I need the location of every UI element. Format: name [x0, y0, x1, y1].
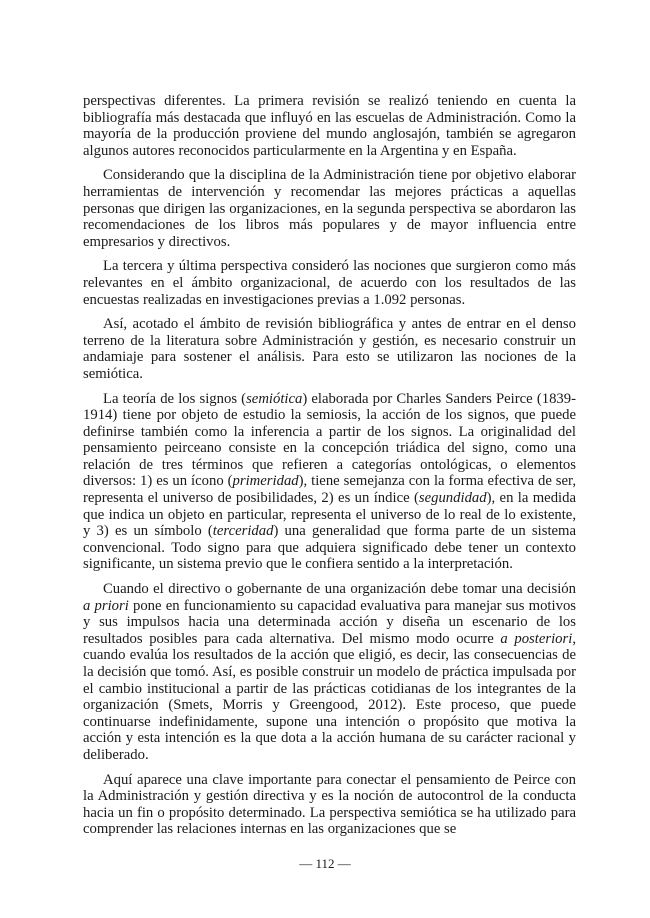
paragraph-text: La teoría de los signos ( [103, 390, 247, 407]
paragraph-text: , cuando evalúa los resultados de la acción que eligió, es decir, las consecuencias de la decisión que tomó. Así, es posible construir un modelo de práctica impulsada por el cambio institucional a partir de las prácticas cotidianas de los integrantes de la organización (Smets, Morris y Greengood, 2012). Este proceso, que puede continuarse indefinidamente, supone una intención o propósito que motiva la acción y esta intención es la que dota a la acción humana de su carácter racional y deliberado. [83, 630, 576, 763]
paragraph-2 [83, 167, 576, 250]
paragraph-text: Aquí aparece una clave importante para conectar el pensamiento de Peirce con la Administración y gestión directiva y es la noción de autocontrol de la conducta hacia un fin o propósito determinado. La perspectiva semiótica se ha utilizado para comprender las relaciones internas en las organizaciones que se [83, 771, 576, 838]
paragraph-text: ) elaborada por Charles Sanders Peirce (1839-1914) tiene por objeto de estudio la semiosis, la acción de los signos, que puede definirse también como la inferencia a partir de los signos. La originalidad del pensamiento peirceano consiste en la concepción triádica del signo, como una relación de tres términos que refieren a categorías ontológicas, o elementos diversos: 1) es un ícono ( [83, 390, 576, 490]
paragraph-text: ), tiene semejanza con la forma efectiva de ser, representa el universo de posibilidades, 2) es un índice ( [83, 473, 577, 507]
paragraph-7 [83, 772, 576, 838]
paragraph-text: Considerando que la disciplina de la Administración tiene por objetivo elaborar herramientas de intervención y recomendar las mejores prácticas a aquellas personas que dirigen las organizaciones, en la segunda perspectiva se abordaron las recomendaciones de los libros más populares y de mayor influencia entre empresarios y directivos. [83, 167, 576, 250]
italic-term: terceridad [212, 523, 274, 540]
page-number: — 112 — [299, 856, 351, 871]
italic-term: a posteriori [500, 630, 573, 647]
paragraph-text: pone en funcionamiento su capacidad evaluativa para manejar sus motivos y sus impulsos hacia una determinada acción y diseña un escenario de los resultados posibles para cada alternativa. Del mismo modo ocurre [83, 597, 577, 647]
paragraph-5 [83, 391, 576, 574]
paragraph-6 [83, 581, 576, 764]
paragraph-text: Cuando el directivo o gobernante de una organización debe tomar una decisión [103, 581, 576, 598]
paragraph-text: ) una generalidad que forma parte de un sistema convencional. Todo signo para que adquiera significado debe tener un contexto significante, un sistema previo que le confiera sentido a la interpretación. [83, 523, 576, 573]
paragraph-text: ), en la medida que indica un objeto en particular, representa el universo de lo real de lo existente, y 3) es un símbolo ( [83, 490, 576, 540]
paragraph-text: Así, acotado el ámbito de revisión bibliográfica y antes de entrar en el denso terreno de la literatura sobre Administración y gestión, es necesario construir un andamiaje para sostener el análisis. Para esto se utilizaron las nociones de la semiótica. [83, 316, 576, 382]
paragraph-text: La tercera y última perspectiva consideró las nociones que surgieron como más relevantes en el ámbito organizacional, de acuerdo con los resultados de las encuestas realizadas en investigaciones previas a 1.092 personas. [83, 258, 576, 308]
body-text [83, 93, 576, 846]
italic-term: segundidad [418, 490, 487, 507]
paragraph-text: perspectivas diferentes. La primera revisión se realizó teniendo en cuenta la bibliografía más destacada que influyó en las escuelas de Administración. Como la mayoría de la producción proviene del mundo anglosajón, también se agregaron algunos autores reconocidos particularmente en la Argentina y en España. [83, 93, 576, 159]
italic-term: semiótica [246, 390, 303, 407]
italic-term: a priori [83, 597, 129, 614]
paragraph-1 [83, 93, 576, 159]
paragraph-3 [83, 258, 576, 308]
italic-term: primeridad [232, 473, 299, 490]
paragraph-4 [83, 316, 576, 382]
